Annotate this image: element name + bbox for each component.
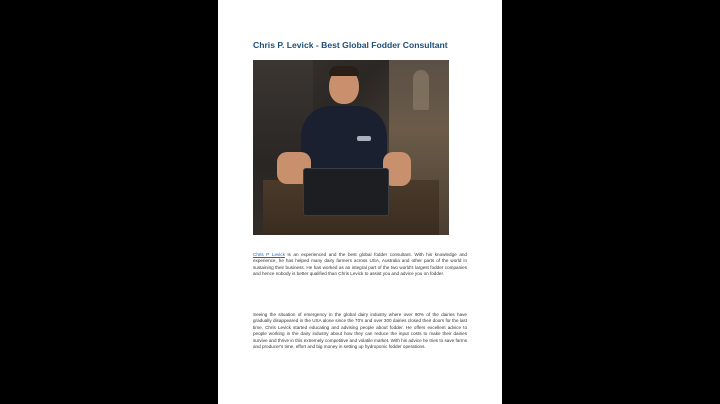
intro-paragraph — [253, 252, 467, 278]
laptop — [303, 168, 389, 216]
profile-photo — [253, 60, 449, 235]
shirt-logo — [357, 136, 371, 141]
intro-paragraph-text: is an experienced and the best global fodder consultant. With his knowledge and experience, he has helped many dairy farmers across USA, Australia and other parts of the world in sustaining their business. He has worked as an integral part of the two world's largest fodder companies and hence nobody is better qualified than Chris Levick to assist you and advice you on fodder. — [253, 252, 467, 277]
situation-paragraph: Seeing the situation of emergency in the global dairy industry where over 90% of the dairies have gradually disappeared in the USA alone since the 70's and over 300 dairies closed their doors for the last time, Chris Levick started educating and advising people about fodder. He offers excellent advice to people working in the dairy industry about how they can reduce the input costs to make their dairies survive and thrive in this extremely competitive and volatile market. With his advice he tries to save farms and producer's time, effort and big money in setting up hydroponic fodder operations. — [253, 312, 467, 350]
person-hair — [329, 66, 359, 76]
document-title: Chris P. Levick - Best Global Fodder Consultant — [253, 40, 448, 50]
document-page — [218, 0, 502, 404]
chris-levick-link[interactable]: Chris P Levick — [253, 252, 285, 257]
photo-background-figure — [413, 70, 429, 110]
